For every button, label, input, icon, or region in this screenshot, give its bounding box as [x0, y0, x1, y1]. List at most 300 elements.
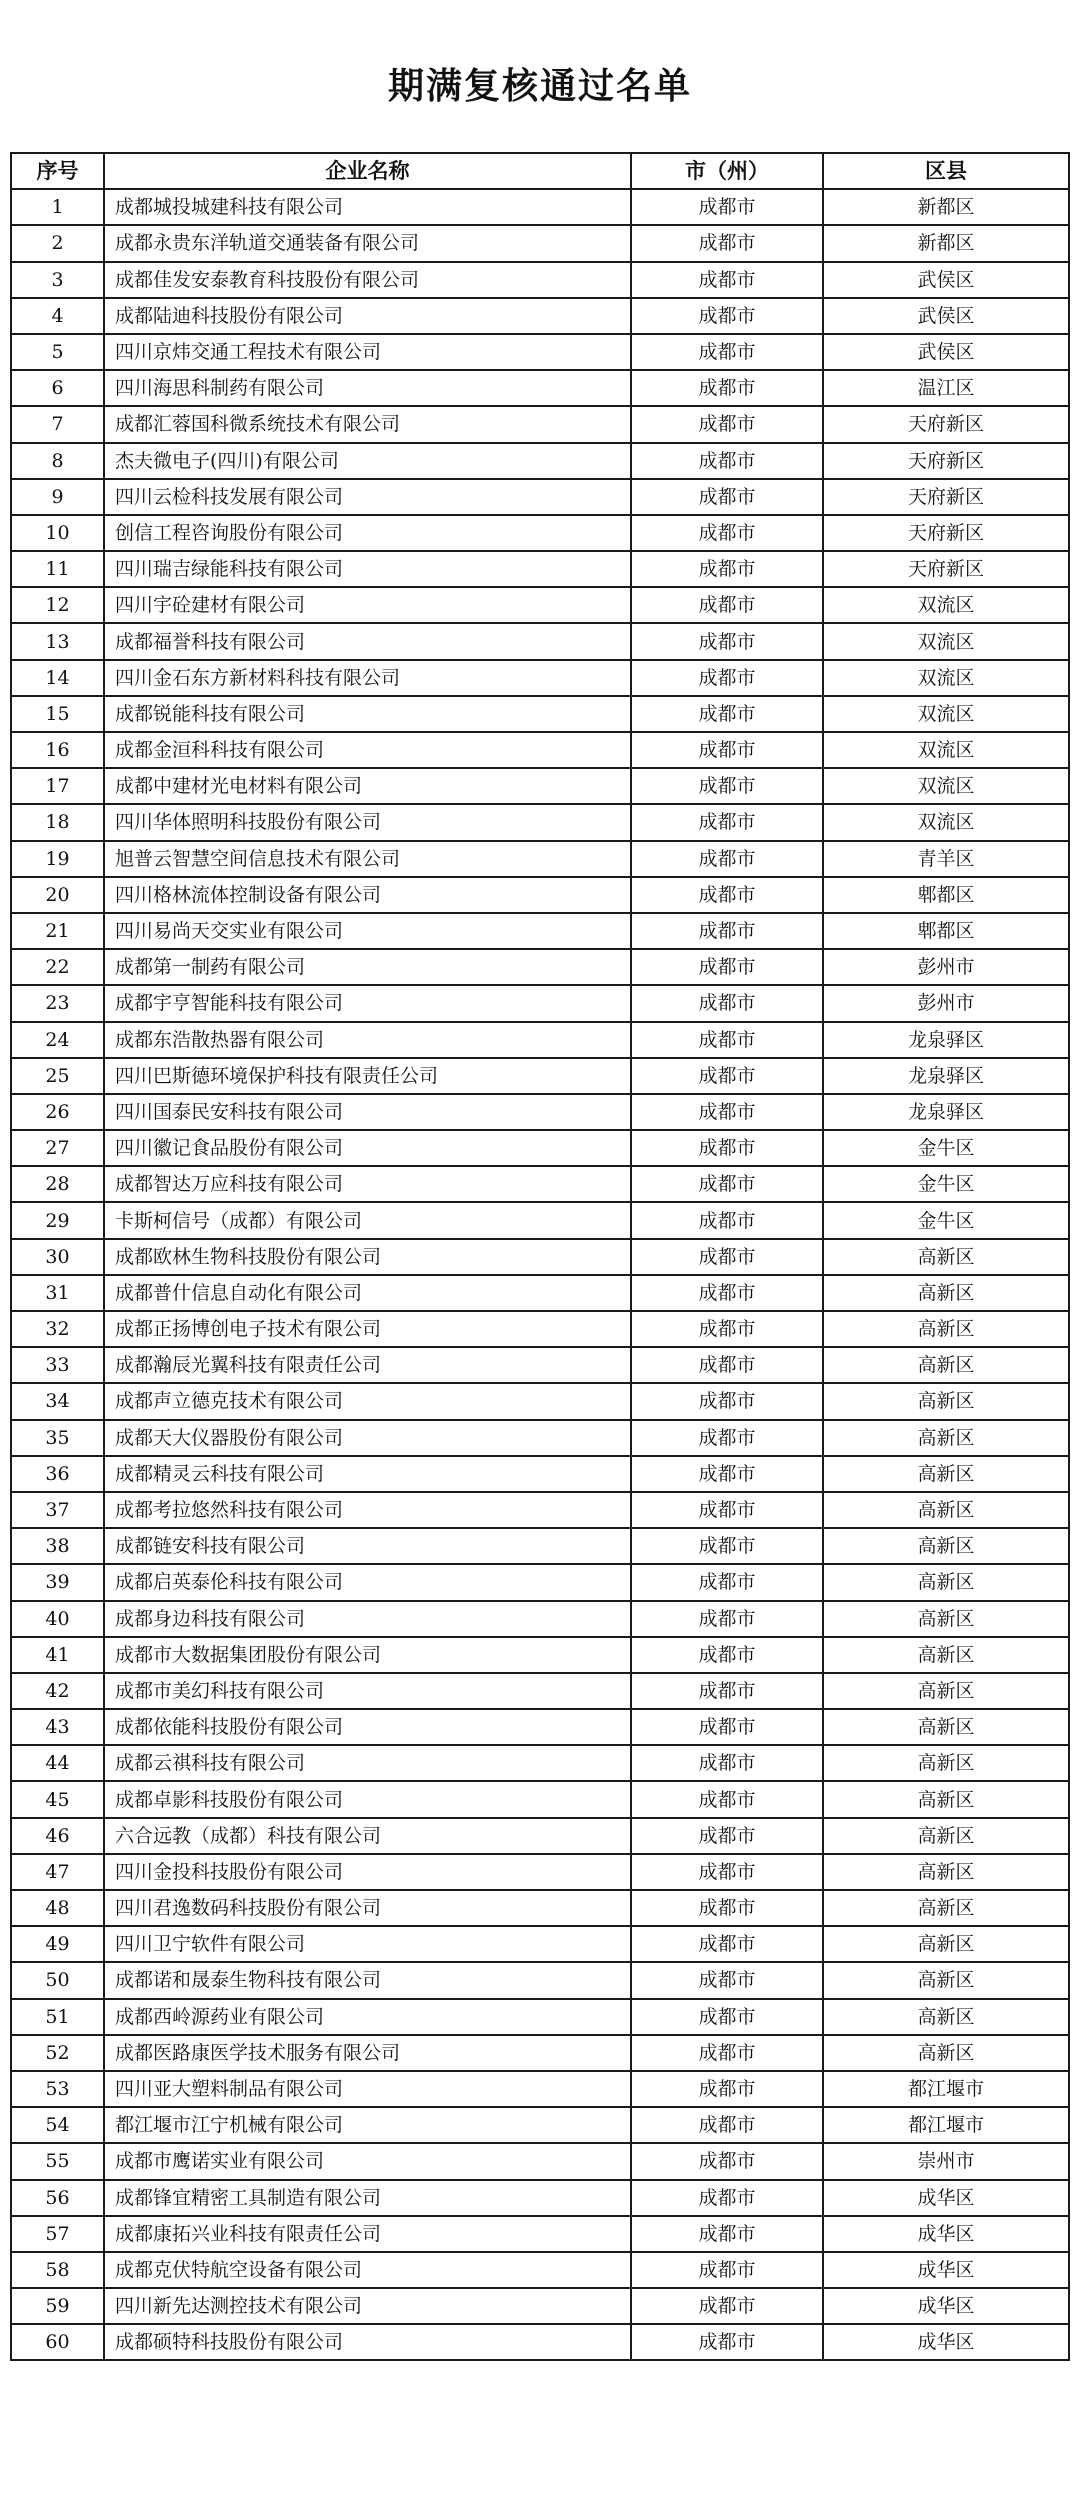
serial-number-cell: 34: [11, 1383, 104, 1419]
table-row: [11, 2288, 1069, 2324]
serial-number-cell: 37: [11, 1492, 104, 1528]
serial-number-cell: 14: [11, 660, 104, 696]
table-row: [11, 804, 1069, 840]
serial-number-cell: 11: [11, 551, 104, 587]
district-cell: 高新区: [823, 1818, 1069, 1854]
serial-number-cell: 31: [11, 1275, 104, 1311]
city-cell: 成都市: [631, 913, 823, 949]
table-row: [11, 1854, 1069, 1890]
table-row: [11, 515, 1069, 551]
table-row: [11, 696, 1069, 732]
company-name-cell: 杰夫微电子(四川)有限公司: [104, 443, 631, 479]
company-name-cell: 成都硕特科技股份有限公司: [104, 2324, 631, 2360]
district-cell: 高新区: [823, 1311, 1069, 1347]
city-cell: 成都市: [631, 877, 823, 913]
serial-number-cell: 56: [11, 2180, 104, 2216]
table-row: [11, 1275, 1069, 1311]
serial-number-cell: 13: [11, 623, 104, 659]
table-row: [11, 1564, 1069, 1600]
city-cell: 成都市: [631, 189, 823, 225]
district-cell: 高新区: [823, 1564, 1069, 1600]
city-cell: 成都市: [631, 1058, 823, 1094]
table-row: [11, 1637, 1069, 1673]
city-cell: 成都市: [631, 370, 823, 406]
district-cell: 郫都区: [823, 913, 1069, 949]
table-row: [11, 1709, 1069, 1745]
table-row: [11, 1130, 1069, 1166]
serial-number-cell: 15: [11, 696, 104, 732]
serial-number-cell: 23: [11, 985, 104, 1021]
table-row: [11, 1311, 1069, 1347]
company-roster-table: [10, 152, 1070, 2361]
company-name-cell: 旭普云智慧空间信息技术有限公司: [104, 841, 631, 877]
company-name-cell: 成都医路康医学技术服务有限公司: [104, 2035, 631, 2071]
city-cell: 成都市: [631, 515, 823, 551]
serial-number-cell: 25: [11, 1058, 104, 1094]
header-district: 区县: [823, 153, 1069, 189]
table-row: [11, 551, 1069, 587]
company-name-cell: 成都瀚辰光翼科技有限责任公司: [104, 1347, 631, 1383]
district-cell: 彭州市: [823, 949, 1069, 985]
company-name-cell: 成都启英泰伦科技有限公司: [104, 1564, 631, 1600]
company-name-cell: 成都市美幻科技有限公司: [104, 1673, 631, 1709]
table-row: [11, 1601, 1069, 1637]
serial-number-cell: 57: [11, 2216, 104, 2252]
company-name-cell: 成都卓影科技股份有限公司: [104, 1781, 631, 1817]
serial-number-cell: 36: [11, 1456, 104, 1492]
serial-number-cell: 40: [11, 1601, 104, 1637]
table-row: [11, 623, 1069, 659]
company-name-cell: 成都永贵东洋轨道交通装备有限公司: [104, 225, 631, 261]
city-cell: 成都市: [631, 1094, 823, 1130]
district-cell: 天府新区: [823, 443, 1069, 479]
company-name-cell: 卡斯柯信号（成都）有限公司: [104, 1202, 631, 1238]
serial-number-cell: 10: [11, 515, 104, 551]
table-row: [11, 479, 1069, 515]
company-name-cell: 成都第一制药有限公司: [104, 949, 631, 985]
company-name-cell: 成都福誉科技有限公司: [104, 623, 631, 659]
district-cell: 高新区: [823, 1926, 1069, 1962]
serial-number-cell: 48: [11, 1890, 104, 1926]
table-row: [11, 2143, 1069, 2179]
city-cell: 成都市: [631, 696, 823, 732]
company-name-cell: 成都云祺科技有限公司: [104, 1745, 631, 1781]
district-cell: 高新区: [823, 2035, 1069, 2071]
table-row: [11, 1022, 1069, 1058]
header-city: 市（州）: [631, 153, 823, 189]
company-name-cell: 四川卫宁软件有限公司: [104, 1926, 631, 1962]
serial-number-cell: 21: [11, 913, 104, 949]
district-cell: 高新区: [823, 1239, 1069, 1275]
table-row: [11, 262, 1069, 298]
table-row: [11, 2035, 1069, 2071]
table-row: [11, 334, 1069, 370]
table-row: [11, 985, 1069, 1021]
city-cell: 成都市: [631, 587, 823, 623]
district-cell: 龙泉驿区: [823, 1094, 1069, 1130]
district-cell: 都江堰市: [823, 2107, 1069, 2143]
district-cell: 双流区: [823, 623, 1069, 659]
serial-number-cell: 58: [11, 2252, 104, 2288]
company-name-cell: 四川金石东方新材料科技有限公司: [104, 660, 631, 696]
city-cell: 成都市: [631, 1022, 823, 1058]
table-row: [11, 2216, 1069, 2252]
company-name-cell: 成都诺和晟泰生物科技有限公司: [104, 1962, 631, 1998]
table-row: [11, 1420, 1069, 1456]
company-name-cell: 成都康拓兴业科技有限责任公司: [104, 2216, 631, 2252]
city-cell: 成都市: [631, 2252, 823, 2288]
company-name-cell: 成都声立德克技术有限公司: [104, 1383, 631, 1419]
district-cell: 青羊区: [823, 841, 1069, 877]
company-name-cell: 成都城投城建科技有限公司: [104, 189, 631, 225]
city-cell: 成都市: [631, 1275, 823, 1311]
serial-number-cell: 12: [11, 587, 104, 623]
company-name-cell: 成都克伏特航空设备有限公司: [104, 2252, 631, 2288]
serial-number-cell: 22: [11, 949, 104, 985]
city-cell: 成都市: [631, 262, 823, 298]
table-row: [11, 225, 1069, 261]
serial-number-cell: 38: [11, 1528, 104, 1564]
company-name-cell: 成都锋宜精密工具制造有限公司: [104, 2180, 631, 2216]
table-row: [11, 2252, 1069, 2288]
serial-number-cell: 42: [11, 1673, 104, 1709]
district-cell: 武侯区: [823, 298, 1069, 334]
district-cell: 龙泉驿区: [823, 1058, 1069, 1094]
serial-number-cell: 39: [11, 1564, 104, 1600]
table-row: [11, 1094, 1069, 1130]
company-name-cell: 成都东浩散热器有限公司: [104, 1022, 631, 1058]
table-row: [11, 1202, 1069, 1238]
city-cell: 成都市: [631, 1926, 823, 1962]
header-serial-number: 序号: [11, 153, 104, 189]
district-cell: 双流区: [823, 804, 1069, 840]
city-cell: 成都市: [631, 985, 823, 1021]
company-name-cell: 成都身边科技有限公司: [104, 1601, 631, 1637]
district-cell: 天府新区: [823, 515, 1069, 551]
serial-number-cell: 50: [11, 1962, 104, 1998]
city-cell: 成都市: [631, 1564, 823, 1600]
district-cell: 武侯区: [823, 334, 1069, 370]
table-row: [11, 1781, 1069, 1817]
serial-number-cell: 2: [11, 225, 104, 261]
district-cell: 都江堰市: [823, 2071, 1069, 2107]
city-cell: 成都市: [631, 1818, 823, 1854]
district-cell: 天府新区: [823, 406, 1069, 442]
city-cell: 成都市: [631, 2180, 823, 2216]
company-name-cell: 成都佳发安泰教育科技股份有限公司: [104, 262, 631, 298]
table-row: [11, 1528, 1069, 1564]
district-cell: 龙泉驿区: [823, 1022, 1069, 1058]
company-name-cell: 四川巴斯德环境保护科技有限责任公司: [104, 1058, 631, 1094]
district-cell: 双流区: [823, 660, 1069, 696]
company-name-cell: 六合远教（成都）科技有限公司: [104, 1818, 631, 1854]
serial-number-cell: 35: [11, 1420, 104, 1456]
city-cell: 成都市: [631, 1637, 823, 1673]
serial-number-cell: 24: [11, 1022, 104, 1058]
company-name-cell: 四川瑞吉绿能科技有限公司: [104, 551, 631, 587]
table-row: [11, 189, 1069, 225]
district-cell: 高新区: [823, 1492, 1069, 1528]
serial-number-cell: 26: [11, 1094, 104, 1130]
table-row: [11, 2180, 1069, 2216]
table-row: [11, 587, 1069, 623]
header-company-name: 企业名称: [104, 153, 631, 189]
table-row: [11, 732, 1069, 768]
district-cell: 双流区: [823, 732, 1069, 768]
district-cell: 金牛区: [823, 1166, 1069, 1202]
district-cell: 高新区: [823, 1781, 1069, 1817]
table-row: [11, 406, 1069, 442]
company-name-cell: 成都陆迪科技股份有限公司: [104, 298, 631, 334]
company-name-cell: 四川君逸数码科技股份有限公司: [104, 1890, 631, 1926]
company-name-cell: 成都普什信息自动化有限公司: [104, 1275, 631, 1311]
serial-number-cell: 1: [11, 189, 104, 225]
city-cell: 成都市: [631, 949, 823, 985]
table-row: [11, 370, 1069, 406]
city-cell: 成都市: [631, 1383, 823, 1419]
city-cell: 成都市: [631, 1166, 823, 1202]
city-cell: 成都市: [631, 443, 823, 479]
table-row: [11, 1456, 1069, 1492]
company-name-cell: 成都宇亨智能科技有限公司: [104, 985, 631, 1021]
city-cell: 成都市: [631, 1456, 823, 1492]
company-name-cell: 四川海思科制药有限公司: [104, 370, 631, 406]
header-row: [11, 153, 1069, 189]
district-cell: 金牛区: [823, 1202, 1069, 1238]
city-cell: 成都市: [631, 1239, 823, 1275]
district-cell: 双流区: [823, 696, 1069, 732]
city-cell: 成都市: [631, 2071, 823, 2107]
district-cell: 崇州市: [823, 2143, 1069, 2179]
table-row: [11, 298, 1069, 334]
district-cell: 郫都区: [823, 877, 1069, 913]
serial-number-cell: 59: [11, 2288, 104, 2324]
serial-number-cell: 33: [11, 1347, 104, 1383]
table-row: [11, 443, 1069, 479]
serial-number-cell: 55: [11, 2143, 104, 2179]
serial-number-cell: 29: [11, 1202, 104, 1238]
serial-number-cell: 41: [11, 1637, 104, 1673]
district-cell: 高新区: [823, 1637, 1069, 1673]
district-cell: 高新区: [823, 1528, 1069, 1564]
serial-number-cell: 53: [11, 2071, 104, 2107]
district-cell: 成华区: [823, 2252, 1069, 2288]
table-row: [11, 1673, 1069, 1709]
company-name-cell: 四川华体照明科技股份有限公司: [104, 804, 631, 840]
serial-number-cell: 19: [11, 841, 104, 877]
serial-number-cell: 7: [11, 406, 104, 442]
district-cell: 成华区: [823, 2216, 1069, 2252]
document-title: 期满复核通过名单: [387, 66, 692, 107]
serial-number-cell: 17: [11, 768, 104, 804]
company-name-cell: 成都西岭源药业有限公司: [104, 1999, 631, 2035]
company-name-cell: 成都链安科技有限公司: [104, 1528, 631, 1564]
company-name-cell: 四川京炜交通工程技术有限公司: [104, 334, 631, 370]
company-name-cell: 四川易尚天交实业有限公司: [104, 913, 631, 949]
company-name-cell: 成都依能科技股份有限公司: [104, 1709, 631, 1745]
serial-number-cell: 54: [11, 2107, 104, 2143]
company-name-cell: 成都市鹰诺实业有限公司: [104, 2143, 631, 2179]
city-cell: 成都市: [631, 225, 823, 261]
city-cell: 成都市: [631, 1492, 823, 1528]
company-name-cell: 成都智达万应科技有限公司: [104, 1166, 631, 1202]
table-row: [11, 1999, 1069, 2035]
table-row: [11, 768, 1069, 804]
city-cell: 成都市: [631, 2324, 823, 2360]
district-cell: 高新区: [823, 1383, 1069, 1419]
district-cell: 高新区: [823, 1347, 1069, 1383]
table-row: [11, 841, 1069, 877]
company-name-cell: 四川国泰民安科技有限公司: [104, 1094, 631, 1130]
district-cell: 武侯区: [823, 262, 1069, 298]
company-name-cell: 成都中建材光电材料有限公司: [104, 768, 631, 804]
district-cell: 成华区: [823, 2288, 1069, 2324]
serial-number-cell: 5: [11, 334, 104, 370]
company-name-cell: 四川亚大塑料制品有限公司: [104, 2071, 631, 2107]
table-row: [11, 913, 1069, 949]
city-cell: 成都市: [631, 1347, 823, 1383]
serial-number-cell: 4: [11, 298, 104, 334]
city-cell: 成都市: [631, 1854, 823, 1890]
serial-number-cell: 47: [11, 1854, 104, 1890]
company-name-cell: 成都金洹科科技有限公司: [104, 732, 631, 768]
city-cell: 成都市: [631, 1781, 823, 1817]
district-cell: 金牛区: [823, 1130, 1069, 1166]
district-cell: 高新区: [823, 1709, 1069, 1745]
city-cell: 成都市: [631, 1528, 823, 1564]
district-cell: 成华区: [823, 2324, 1069, 2360]
table-row: [11, 1347, 1069, 1383]
table-row: [11, 2071, 1069, 2107]
city-cell: 成都市: [631, 1420, 823, 1456]
city-cell: 成都市: [631, 1130, 823, 1166]
city-cell: 成都市: [631, 841, 823, 877]
district-cell: 高新区: [823, 1890, 1069, 1926]
district-cell: 天府新区: [823, 479, 1069, 515]
company-name-cell: 成都锐能科技有限公司: [104, 696, 631, 732]
company-name-cell: 四川新先达测控技术有限公司: [104, 2288, 631, 2324]
serial-number-cell: 52: [11, 2035, 104, 2071]
district-cell: 高新区: [823, 1854, 1069, 1890]
company-name-cell: 成都天大仪器股份有限公司: [104, 1420, 631, 1456]
district-cell: 新都区: [823, 225, 1069, 261]
table-body: [11, 189, 1069, 2360]
district-cell: 天府新区: [823, 551, 1069, 587]
city-cell: 成都市: [631, 1709, 823, 1745]
city-cell: 成都市: [631, 406, 823, 442]
city-cell: 成都市: [631, 1890, 823, 1926]
serial-number-cell: 3: [11, 262, 104, 298]
city-cell: 成都市: [631, 1202, 823, 1238]
district-cell: 高新区: [823, 1601, 1069, 1637]
district-cell: 高新区: [823, 1456, 1069, 1492]
serial-number-cell: 51: [11, 1999, 104, 2035]
serial-number-cell: 20: [11, 877, 104, 913]
district-cell: 高新区: [823, 1275, 1069, 1311]
city-cell: 成都市: [631, 2288, 823, 2324]
company-name-cell: 成都市大数据集团股份有限公司: [104, 1637, 631, 1673]
city-cell: 成都市: [631, 732, 823, 768]
city-cell: 成都市: [631, 1673, 823, 1709]
company-name-cell: 创信工程咨询股份有限公司: [104, 515, 631, 551]
city-cell: 成都市: [631, 1745, 823, 1781]
table-row: [11, 949, 1069, 985]
company-name-cell: 成都欧林生物科技股份有限公司: [104, 1239, 631, 1275]
serial-number-cell: 8: [11, 443, 104, 479]
table-row: [11, 1818, 1069, 1854]
company-name-cell: 四川格林流体控制设备有限公司: [104, 877, 631, 913]
serial-number-cell: 18: [11, 804, 104, 840]
table-row: [11, 1890, 1069, 1926]
table-row: [11, 1166, 1069, 1202]
city-cell: 成都市: [631, 298, 823, 334]
city-cell: 成都市: [631, 768, 823, 804]
company-name-cell: 四川宇砼建材有限公司: [104, 587, 631, 623]
city-cell: 成都市: [631, 1311, 823, 1347]
district-cell: 双流区: [823, 587, 1069, 623]
district-cell: 高新区: [823, 1999, 1069, 2035]
city-cell: 成都市: [631, 2035, 823, 2071]
district-cell: 彭州市: [823, 985, 1069, 1021]
company-name-cell: 四川金投科技股份有限公司: [104, 1854, 631, 1890]
company-name-cell: 成都汇蓉国科微系统技术有限公司: [104, 406, 631, 442]
city-cell: 成都市: [631, 2107, 823, 2143]
table-row: [11, 1962, 1069, 1998]
serial-number-cell: 16: [11, 732, 104, 768]
serial-number-cell: 60: [11, 2324, 104, 2360]
table-row: [11, 1745, 1069, 1781]
table-row: [11, 2107, 1069, 2143]
table-row: [11, 1239, 1069, 1275]
table-row: [11, 1926, 1069, 1962]
company-name-cell: 都江堰市江宁机械有限公司: [104, 2107, 631, 2143]
city-cell: 成都市: [631, 804, 823, 840]
city-cell: 成都市: [631, 2143, 823, 2179]
serial-number-cell: 45: [11, 1781, 104, 1817]
city-cell: 成都市: [631, 1999, 823, 2035]
table-row: [11, 1383, 1069, 1419]
district-cell: 双流区: [823, 768, 1069, 804]
district-cell: 温江区: [823, 370, 1069, 406]
serial-number-cell: 32: [11, 1311, 104, 1347]
serial-number-cell: 30: [11, 1239, 104, 1275]
city-cell: 成都市: [631, 2216, 823, 2252]
serial-number-cell: 44: [11, 1745, 104, 1781]
table-header: [11, 153, 1069, 189]
serial-number-cell: 43: [11, 1709, 104, 1745]
table-row: [11, 1492, 1069, 1528]
company-name-cell: 成都精灵云科技有限公司: [104, 1456, 631, 1492]
table-row: [11, 2324, 1069, 2360]
district-cell: 高新区: [823, 1745, 1069, 1781]
city-cell: 成都市: [631, 551, 823, 587]
district-cell: 高新区: [823, 1673, 1069, 1709]
company-name-cell: 成都考拉悠然科技有限公司: [104, 1492, 631, 1528]
serial-number-cell: 6: [11, 370, 104, 406]
city-cell: 成都市: [631, 1601, 823, 1637]
city-cell: 成都市: [631, 660, 823, 696]
district-cell: 新都区: [823, 189, 1069, 225]
district-cell: 高新区: [823, 1962, 1069, 1998]
city-cell: 成都市: [631, 479, 823, 515]
district-cell: 成华区: [823, 2180, 1069, 2216]
company-name-cell: 四川徽记食品股份有限公司: [104, 1130, 631, 1166]
city-cell: 成都市: [631, 623, 823, 659]
company-name-cell: 成都正扬博创电子技术有限公司: [104, 1311, 631, 1347]
table-row: [11, 660, 1069, 696]
district-cell: 高新区: [823, 1420, 1069, 1456]
table-row: [11, 1058, 1069, 1094]
